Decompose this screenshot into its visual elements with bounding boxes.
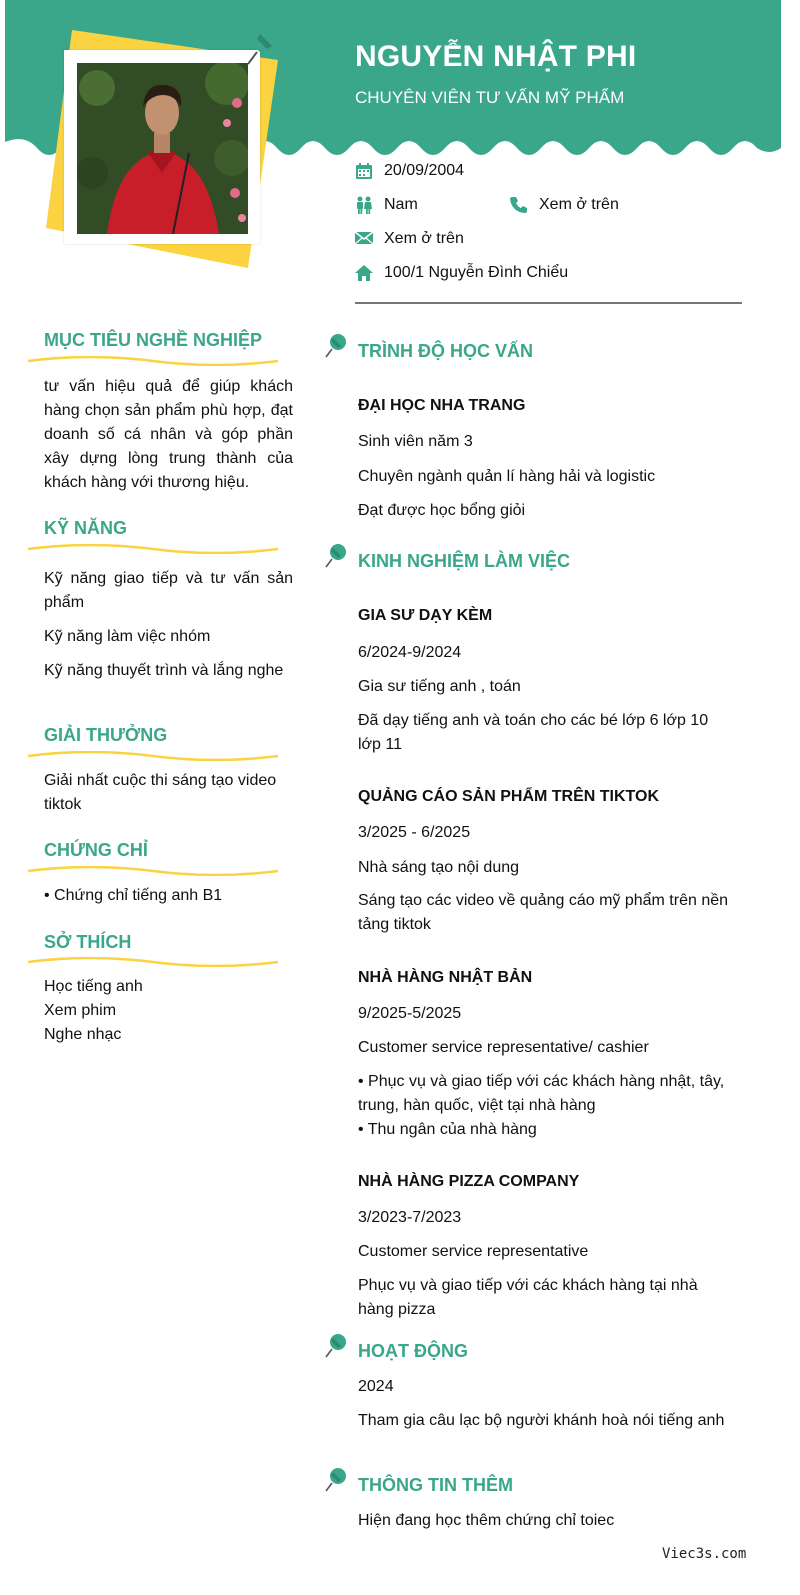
certificates-title: CHỨNG CHỈ (44, 840, 148, 860)
skills-title: KỸ NĂNG (44, 518, 128, 538)
awards-title: GIẢI THƯỞNG (44, 725, 168, 745)
job-role: Nhà sáng tạo nội dung (358, 859, 520, 876)
extra-info-title: THÔNG TIN THÊM (358, 1475, 513, 1495)
activities-title: HOẠT ĐỘNG (358, 1341, 468, 1361)
phone-icon (510, 196, 530, 214)
pushpin-icon (324, 1466, 352, 1494)
watermark: Viec3s.com (662, 1546, 747, 1562)
job-role: Customer service representative (358, 1243, 589, 1260)
job-company: QUẢNG CÁO SẢN PHẨM TRÊN TIKTOK (358, 788, 660, 805)
people-icon (355, 196, 375, 214)
job-desc: Đã dạy tiếng anh và toán cho các bé lớp 6 lớp 10 lớp 11 (358, 712, 709, 753)
job-role: Gia sư tiếng anh , toán (358, 678, 521, 695)
address-value: 100/1 Nguyễn Đình Chiểu (384, 264, 569, 281)
education-line: Đạt được học bổng giỏi (358, 502, 526, 519)
job-desc: • Phục vụ và giao tiếp với các khách hàng nhật, tây, trung, hàn quốc, việt tại nhà hàng (358, 1073, 725, 1114)
phone-value: Xem ở trên (539, 196, 619, 213)
education-line: Sinh viên năm 3 (358, 433, 473, 450)
pushpin-icon (324, 542, 352, 570)
job-desc: • Thu ngân của nhà hàng (358, 1121, 537, 1138)
home-icon (355, 264, 375, 282)
contact-gender (355, 196, 418, 214)
skill-item: Kỹ năng giao tiếp và tư vấn sản phẩm (44, 570, 293, 611)
award-text: Giải nhất cuộc thi sáng tạo video tiktok (44, 772, 277, 813)
calendar-icon (355, 162, 375, 180)
skill-item: Kỹ năng làm việc nhóm (44, 628, 211, 645)
activity-desc: Tham gia câu lạc bộ người khánh hoà nói tiếng anh (358, 1412, 725, 1429)
job-company: NHÀ HÀNG NHẬT BẢN (358, 969, 533, 986)
objective-title: MỤC TIÊU NGHỀ NGHIỆP (44, 330, 263, 350)
extra-info-desc: Hiện đang học thêm chứng chỉ toiec (358, 1512, 615, 1529)
job-period: 3/2025 - 6/2025 (358, 824, 471, 841)
profile-photo (77, 63, 248, 234)
pushpin-icon (324, 1332, 352, 1360)
contact-phone (510, 196, 619, 214)
certificate-text: • Chứng chỉ tiếng anh B1 (44, 887, 223, 904)
job-period: 9/2025-5/2025 (358, 1005, 462, 1022)
contact-address (355, 264, 568, 282)
job-company: NHÀ HÀNG PIZZA COMPANY (358, 1173, 580, 1190)
wave-divider (28, 356, 278, 366)
job-period: 6/2024-9/2024 (358, 644, 462, 661)
wave-divider (28, 544, 278, 554)
job-company: GIA SƯ DẠY KÈM (358, 607, 493, 624)
candidate-name: NGUYỄN NHẬT PHI (355, 40, 637, 73)
birthday-value: 20/09/2004 (384, 162, 465, 179)
experience-title: KINH NGHIỆM LÀM VIỆC (358, 551, 571, 571)
skill-item: Kỹ năng thuyết trình và lắng nghe (44, 662, 284, 679)
education-line: Chuyên ngành quản lí hàng hải và logistic (358, 468, 656, 485)
hobby-item: Học tiếng anh (44, 978, 143, 995)
profile-photo-frame (40, 24, 290, 274)
hobby-item: Xem phim (44, 1002, 117, 1019)
activity-year: 2024 (358, 1378, 394, 1395)
job-title: CHUYÊN VIÊN TƯ VẤN MỸ PHẨM (355, 88, 625, 107)
job-desc: Sáng tạo các video về quảng cáo mỹ phẩm trên nền tảng tiktok (358, 892, 729, 933)
wave-divider (28, 751, 278, 761)
email-value: Xem ở trên (384, 230, 464, 247)
objective-text: tư vấn hiệu quả để giúp khách hàng chọn sản phẩm phù hợp, đạt doanh số cá nhân và góp phần xây dựng lòng trung thành của khách hàng với thương hiệu. (44, 378, 293, 491)
job-role: Customer service representative/ cashier (358, 1039, 649, 1056)
gender-value: Nam (384, 196, 418, 213)
contact-email (355, 230, 464, 248)
wave-divider (28, 957, 278, 967)
polaroid-frame (64, 50, 260, 244)
contact-birthday (355, 162, 464, 180)
education-title: TRÌNH ĐỘ HỌC VẤN (358, 341, 533, 361)
job-period: 3/2023-7/2023 (358, 1209, 462, 1226)
pushpin-icon (245, 24, 285, 75)
envelope-icon (355, 230, 375, 248)
pushpin-icon (324, 332, 352, 360)
hobbies-title: SỞ THÍCH (44, 932, 132, 952)
school-name: ĐẠI HỌC NHA TRANG (358, 397, 526, 414)
job-desc: Phục vụ và giao tiếp với các khách hàng tại nhà hàng pizza (358, 1277, 698, 1318)
hobby-item: Nghe nhạc (44, 1026, 122, 1043)
wave-divider (28, 866, 278, 876)
contact-divider (355, 302, 742, 304)
